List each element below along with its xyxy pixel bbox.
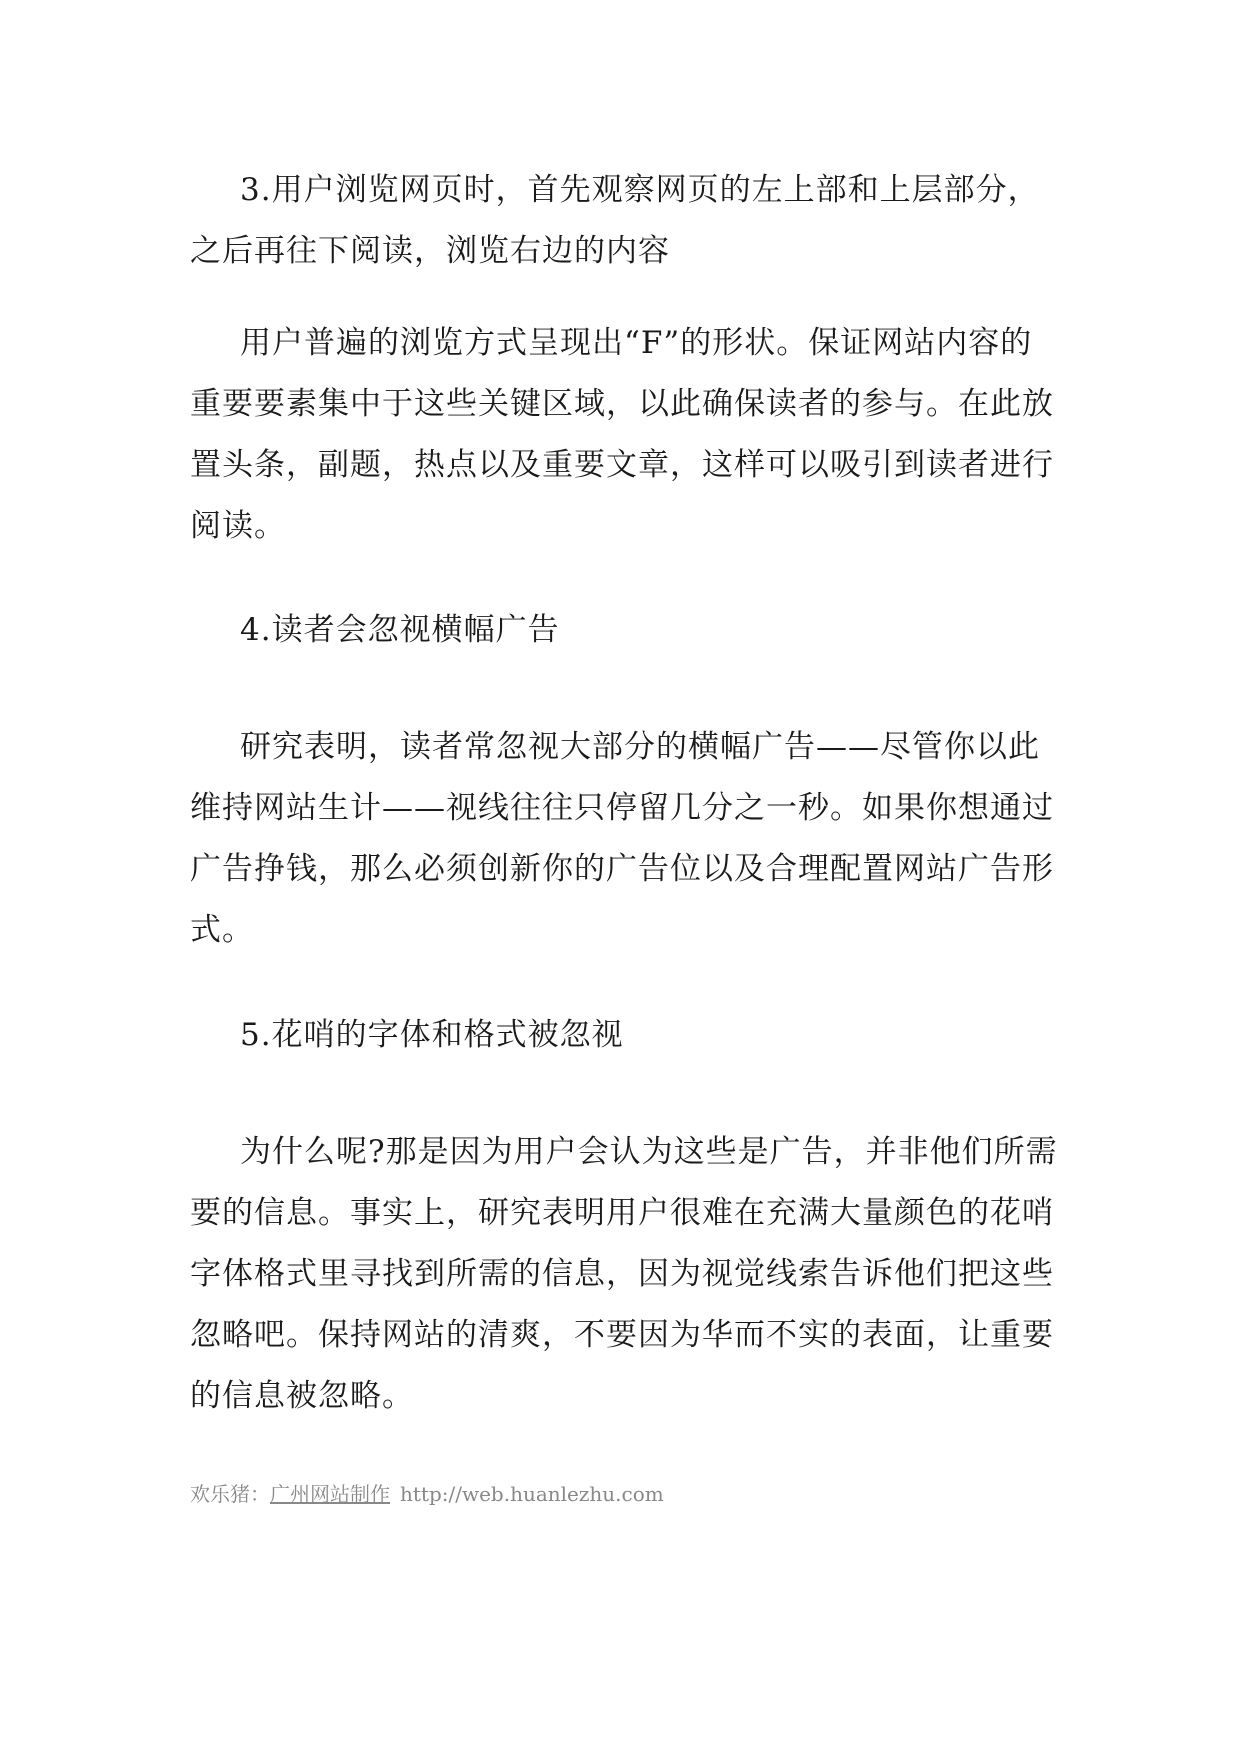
section-heading-5: 5.花哨的字体和格式被忽视 — [240, 1017, 624, 1053]
paragraph-banner-ads: 研究表明，读者常忽视大部分的横幅广告——尽管你以此维持网站生计——视线往往只停留几分之一秒。如果你想通过广告挣钱，那么必须创新你的广告位以及合理配置网站广告形式。 — [190, 729, 1054, 948]
section-heading-3: 3.用户浏览网页时，首先观察网页的左上部和上层部分，之后再往下阅读，浏览右边的内容 — [190, 172, 1040, 269]
section-heading-4: 4.读者会忽视横幅广告 — [240, 612, 560, 648]
footer-link[interactable]: 广州网站制作 — [270, 1482, 390, 1506]
paragraph-f-pattern: 用户普遍的浏览方式呈现出“F”的形状。保证网站内容的重要要素集中于这些关键区域，以此确保读者的参与。在此放置头条，副题，热点以及重要文章，这样可以吸引到读者进行阅读。 — [190, 325, 1054, 544]
page-footer — [190, 1478, 664, 1507]
paragraph-fancy-fonts: 为什么呢?那是因为用户会认为这些是广告，并非他们所需要的信息。事实上，研究表明用户很难在充满大量颜色的花哨字体格式里寻找到所需的信息，因为视觉线索告诉他们把这些忽略吧。保持网站的清爽，不要因为华而不实的表面，让重要的信息被忽略。 — [190, 1134, 1058, 1414]
footer-prefix: 欢乐猪： — [190, 1482, 270, 1506]
footer-url: http://web.huanlezhu.com — [400, 1482, 664, 1506]
